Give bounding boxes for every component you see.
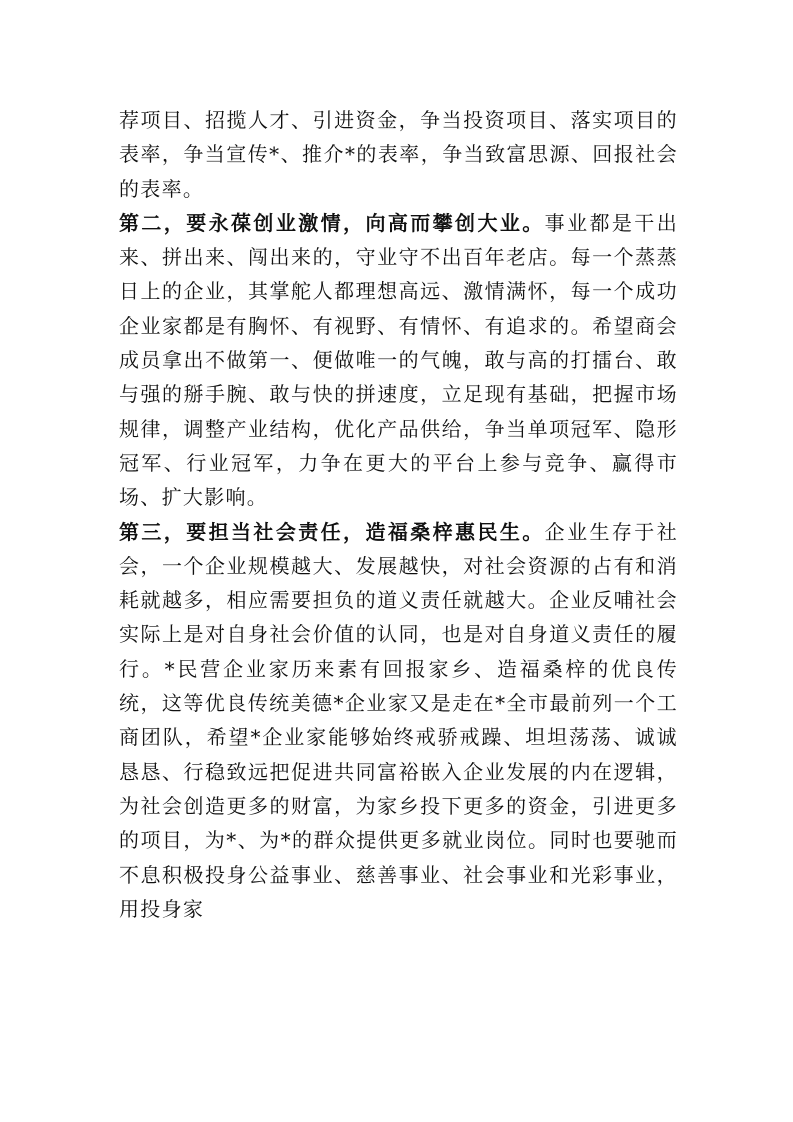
paragraph-text: 事业都是干出来、拼出来、闯出来的，守业守不出百年老店。每一个蒸蒸日上的企业，其掌舵人都理想高远、激情满怀，每一个成功企业家都是有胸怀、有视野、有情怀、有追求的。希望商会成员拿出不做第一、便做唯一的气魄，敢与高的打擂台、敢与强的掰手腕、敢与快的拼速度，立足现有基础，把握市场规律，调整产业结构，优化产品供给，争当单项冠军、隐形冠军、行业冠军，力争在更大的平台上参与竞争、赢得市场、扩大影响。 bbox=[119, 210, 678, 510]
paragraph-heading: 第二，要永葆创业激情，向高而攀创大业。 bbox=[119, 210, 545, 235]
paragraph-heading: 第三，要担当社会责任，造福桑梓惠民生。 bbox=[119, 519, 545, 544]
paragraph-third-point bbox=[119, 515, 678, 927]
paragraph-second-point bbox=[119, 206, 678, 515]
paragraph-continuation bbox=[119, 103, 678, 206]
paragraph-text: 荐项目、招揽人才、引进资金，争当投资项目、落实项目的表率，争当宣传*、推介*的表率，争当致富思源、回报社会的表率。 bbox=[119, 108, 678, 201]
paragraph-text: 企业生存于社会，一个企业规模越大、发展越快，对社会资源的占有和消耗就越多，相应需要担负的道义责任就越大。企业反哺社会实际上是对自身社会价值的认同，也是对自身道义责任的履行。*民营企业家历来素有回报家乡、造福桑梓的优良传统，这等优良传统美德*企业家又是走在*全市最前列一个工商团队，希望*企业家能够始终戒骄戒躁、坦坦荡荡、诚诚恳恳、行稳致远把促进共同富裕嵌入企业发展的内在逻辑，为社会创造更多的财富，为家乡投下更多的资金，引进更多的项目，为*、为*的群众提供更多就业岗位。同时也要驰而不息积极投身公益事业、慈善事业、社会事业和光彩事业，用投身家 bbox=[119, 519, 678, 921]
